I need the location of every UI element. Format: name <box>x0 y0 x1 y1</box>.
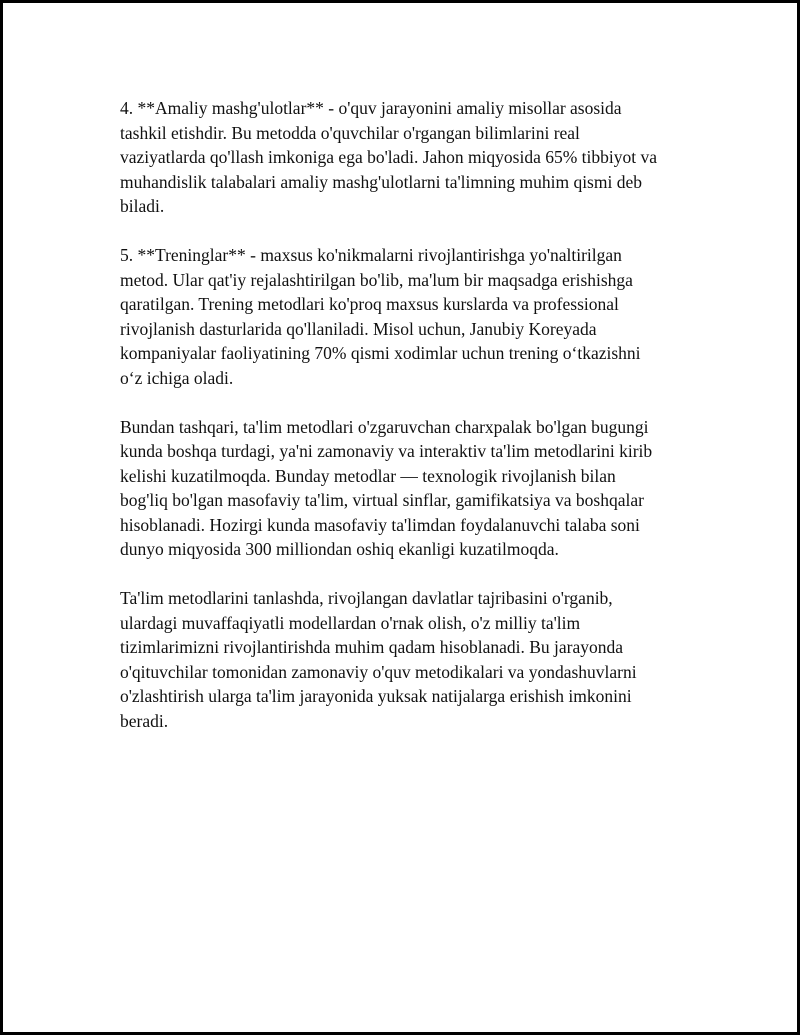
text-line: dunyo miqyosida 300 milliondan oshiq ekanligi kuzatilmoqda. <box>120 539 559 559</box>
text-line: biladi. <box>120 196 165 216</box>
text-line: muhandislik talabalari amaliy mashg'ulotlarni ta'limning muhim qismi deb <box>120 171 642 192</box>
text-line: Ta'lim metodlarini tanlashda, rivojlangan davlatlar tajribasini o'rganib, <box>120 588 613 608</box>
paragraph-method-selection <box>120 586 705 733</box>
document-body <box>120 96 705 758</box>
text-line: o‘z ichiga oladi. <box>120 367 234 388</box>
text-line: rivojlanish dasturlarida qo'llaniladi. Misol uchun, Janubiy Koreyada <box>120 318 597 339</box>
text-line: tashkil etishdir. Bu metodda o'quvchilar o'rgangan bilimlarini real <box>120 122 580 143</box>
text-line: metod. Ular qat'iy rejalashtirilgan bo'lib, ma'lum bir maqsadga erishishga <box>120 269 633 290</box>
text-line: o'qituvchilar tomonidan zamonaviy o'quv metodikalari va yondashuvlarni <box>120 661 637 682</box>
text-line: qaratilgan. Trening metodlari ko'proq maxsus kurslarda va professional <box>120 294 619 314</box>
text-line: beradi. <box>120 710 169 731</box>
text-line: tizimlarimizni rivojlantirishda muhim qadam hisoblanadi. Bu jarayonda <box>120 637 624 657</box>
paragraph-treninglar <box>120 243 705 390</box>
text-line: kompaniyalar faoliyatining 70% qismi xodimlar uchun trening o‘tkazishni <box>120 343 641 363</box>
text-line: ulardagi muvaffaqiyatli modellardan o'rnak olish, o'z milliy ta'lim <box>120 612 581 633</box>
text-line: o'zlashtirish ularga ta'lim jarayonida yuksak natijalarga erishish imkonini <box>120 686 632 706</box>
text-line: kelishi kuzatilmoqda. Bunday metodlar — texnologik rivojlanish bilan <box>120 465 616 486</box>
paragraph-interactive-methods <box>120 415 705 562</box>
text-line: 4. **Amaliy mashg'ulotlar** - o'quv jarayonini amaliy misollar asosida <box>120 98 622 118</box>
text-line: 5. **Treninglar** - maxsus ko'nikmalarni rivojlantirishga yo'naltirilgan <box>120 245 622 265</box>
text-line: kunda boshqa turdagi, ya'ni zamonaviy va interaktiv ta'lim metodlarini kirib <box>120 441 653 461</box>
paragraph-amaliy-mashgulotlar <box>120 96 705 219</box>
text-line: hisoblanadi. Hozirgi kunda masofaviy ta'limdan foydalanuvchi talaba soni <box>120 514 640 535</box>
text-line: bog'liq bo'lgan masofaviy ta'lim, virtual sinflar, gamifikatsiya va boshqalar <box>120 490 644 510</box>
text-line: Bundan tashqari, ta'lim metodlari o'zgaruvchan charxpalak bo'lgan bugungi <box>120 416 649 437</box>
text-line: vaziyatlarda qo'llash imkoniga ega bo'ladi. Jahon miqyosida 65% tibbiyot va <box>120 147 658 167</box>
